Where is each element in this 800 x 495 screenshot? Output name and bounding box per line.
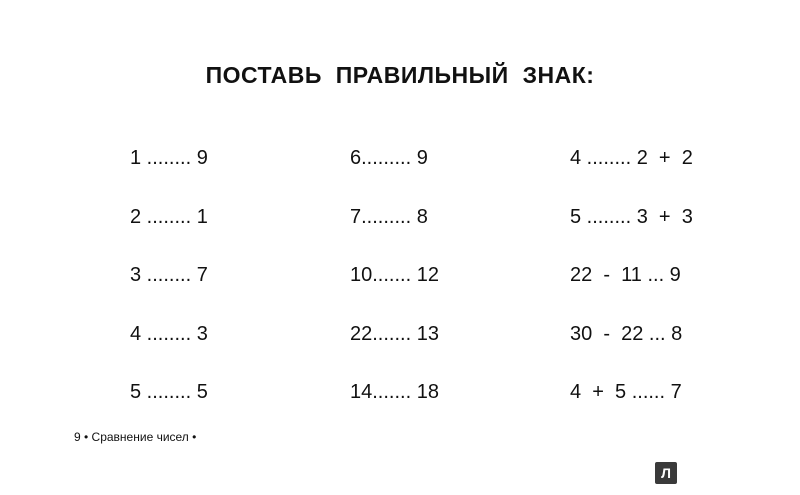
comparison-item: 10....... 12 — [350, 264, 439, 286]
page-title: ПОСТАВЬ ПРАВИЛЬНЫЙ ЗНАК: — [205, 62, 595, 88]
comparison-item: 5 ........ 3 + 3 — [570, 205, 693, 228]
page-footer: 9 • Сравнение чисел • — [74, 430, 197, 444]
comparison-item: 3 ........ 7 — [130, 264, 208, 286]
comparison-item: 4 ........ 3 — [130, 322, 208, 345]
exercise-column-2 — [350, 140, 439, 433]
comparison-item: 4 + 5 ...... 7 — [570, 381, 682, 403]
comparison-item: 14....... 18 — [350, 381, 439, 403]
comparison-item: 7......... 8 — [350, 205, 428, 228]
comparison-item: 30 - 22 ... 8 — [570, 322, 683, 345]
comparison-item: 22....... 13 — [350, 322, 439, 345]
exercise-column-1 — [130, 140, 208, 433]
comparison-item: 2 ........ 1 — [130, 205, 208, 228]
comparison-item: 5 ........ 5 — [130, 381, 208, 403]
comparison-item: 4 ........ 2 + 2 — [570, 147, 693, 169]
comparison-item: 1 ........ 9 — [130, 147, 208, 169]
exercise-column-3 — [570, 140, 693, 433]
publisher-logo-icon: Л — [655, 462, 677, 484]
comparison-item: 6......... 9 — [350, 147, 428, 169]
comparison-item: 22 - 11 ... 9 — [570, 264, 681, 286]
